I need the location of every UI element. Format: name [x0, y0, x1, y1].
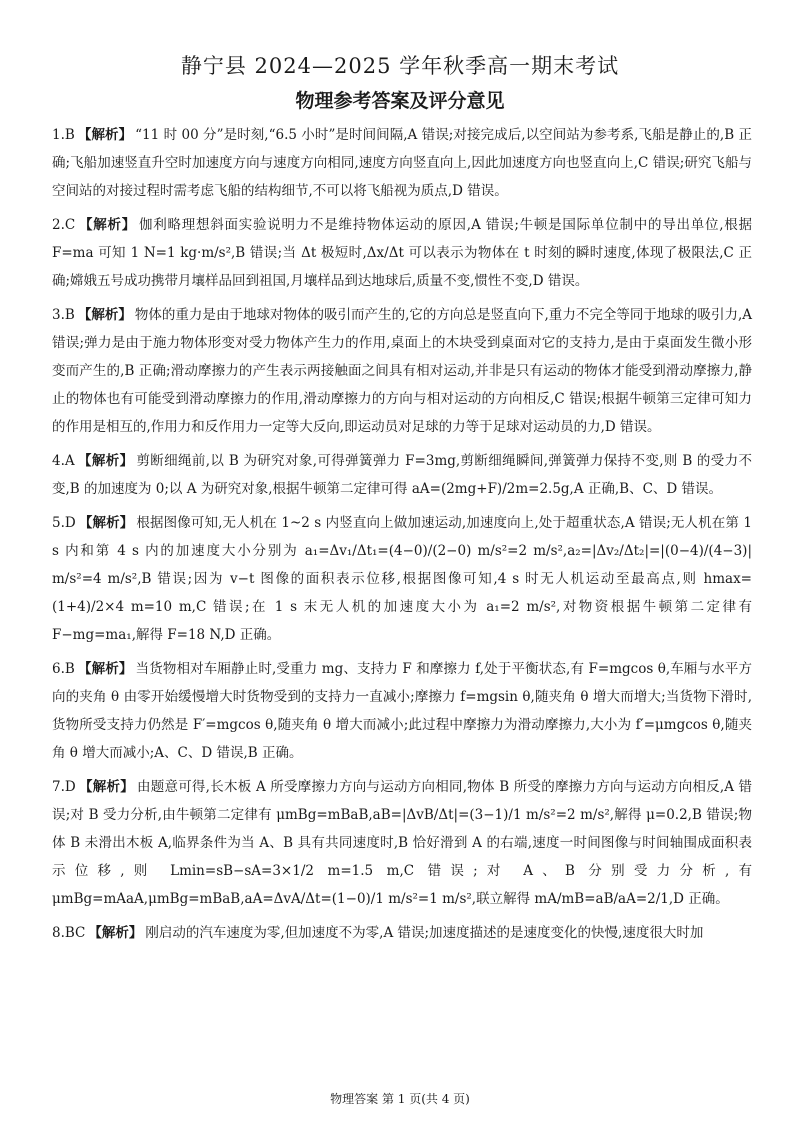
answer-number: 3.B — [52, 307, 75, 323]
answer-item-1 — [52, 121, 752, 205]
answer-text: 物体的重力是由于地球对物体的吸引而产生的,它的方向总是竖直向下,重力不完全等同于地球的吸引力,A 错误;弹力是由于施力物体形变对受力物体产生力的作用,桌面上的木块受到桌面对它的支持力,是由于桌面发生微小形变而产生的,B 正确;滑动摩擦力的产生表示两接触面之间具有相对运动,并非是只有运动的物体才能受到滑动摩擦力,静止的物体也有可能受到滑动摩擦力的作用,滑动摩擦力的方向与相对运动的方向相反,C 错误;根据牛顿第三定律可知力的作用是相互的,作用力和反作用力一定等大反向,即运动员对足球的力等于足球对运动员的力,D 错误。 — [52, 307, 753, 435]
analysis-tag: 【解析】 — [77, 127, 133, 143]
analysis-tag: 【解析】 — [77, 453, 134, 469]
answer-number: 4.A — [52, 453, 75, 469]
answer-list — [52, 121, 752, 953]
analysis-tag: 【解析】 — [78, 779, 134, 795]
page-title: 静宁县 2024—2025 学年秋季高一期末考试 — [180, 54, 620, 78]
answer-number: 2.C — [52, 217, 76, 233]
answer-text: 刚启动的汽车速度为零,但加速度不为零,A 错误;加速度描述的是速度变化的快慢,速度很大时加 — [145, 925, 704, 941]
answer-number: 1.B — [52, 127, 75, 143]
analysis-tag: 【解析】 — [78, 217, 136, 233]
answer-number: 5.D — [52, 515, 76, 531]
answer-text: 当货物相对车厢静止时,受重力 mg、支持力 F 和摩擦力 f,处于平衡状态,有 F=mgcos θ,车厢与水平方向的夹角 θ 由零开始缓慢增大时货物受到的支持力一直减小;摩擦力 f=mgsin θ,随夹角 θ 增大而增大;当货物下滑时,货物所受支持力仍然是 F′=mgcos θ,随夹角 θ 增大而减小;此过程中摩擦力为滑动摩擦力,大小为 f′=μmgcos θ,随夹角 θ 增大而减小;A、C、D 错误,B 正确。 — [52, 661, 753, 761]
analysis-tag: 【解析】 — [88, 925, 143, 941]
page-footer: 物理答案 第 1 页(共 4 页) — [330, 1092, 470, 1106]
answer-text: 由题意可得,长木板 A 所受摩擦力方向与运动方向相同,物体 B 所受的摩擦力方向与运动方向相反,A 错误;对 B 受力分析,由牛顿第二定律有 μmBg=mBaB,aB=|ΔvB/Δt|=(3−1)/1 m/s²=2 m/s²,解得 μ=0.2,B 错误;物体 B 未滑出木板 A,临界条件为当 A、B 具有共同速度时,B 恰好滑到 A 的右端,速度一时间图像与时间轴围成面积表示位移,则 Lmin=sB−sA=3×1/2 m=1.5 m,C 错误;对 A、B 分别受力分析,有 μmBg=mAaA,μmBg=mBaB,aA=ΔvA/Δt=(1−0)/1 m/s²=1 m/s²,联立解得 mA/mB=aB/aA=2/1,D 正确。 — [52, 779, 753, 907]
answer-text: 剪断细绳前,以 B 为研究对象,可得弹簧弹力 F=3mg,剪断细绳瞬间,弹簧弹力保持不变,则 B 的受力不变,B 的加速度为 0;以 A 为研究对象,根据牛顿第二定律可得 aA=(2mg+F)/2m=2.5g,A 正确,B、C、D 错误。 — [52, 453, 753, 497]
answer-item-8 — [52, 919, 752, 947]
analysis-tag: 【解析】 — [77, 661, 133, 677]
analysis-tag: 【解析】 — [77, 307, 132, 323]
answer-item-6 — [52, 655, 752, 767]
answer-item-3 — [52, 301, 752, 441]
answer-text: 根据图像可知,无人机在 1~2 s 内竖直向上做加速运动,加速度向上,处于超重状态,A 错误;无人机在第 1 s 内和第 4 s 内的加速度大小分别为 a₁=Δv₁/Δt₁=(4−0)/(2−0) m/s²=2 m/s²,a₂=|Δv₂/Δt₂|=|(0−4)/(4−3)| m/s²=4 m/s²,B 错误;因为 v−t 图像的面积表示位移,根据图像可知,4 s 时无人机运动至最高点,则 hmax=(1+4)/2×4 m=10 m,C 错误;在 1 s 末无人机的加速度大小为 a₁=2 m/s²,对物资根据牛顿第二定律有 F−mg=ma₁,解得 F=18 N,D 正确。 — [52, 515, 753, 643]
analysis-tag: 【解析】 — [78, 515, 134, 531]
answer-number: 7.D — [52, 779, 76, 795]
answer-text: 伽利略理想斜面实验说明力不是维持物体运动的原因,A 错误;牛顿是国际单位制中的导出单位,根据 F=ma 可知 1 N=1 kg·m/s²,B 错误;当 Δt 极短时,Δx/Δt 可以表示为物体在 t 时刻的瞬时速度,体现了极限法,C 正确;嫦娥五号成功携带月壤样品回到祖国,月壤样品到达地球后,质量不变,惯性不变,D 错误。 — [52, 217, 753, 289]
answer-number: 6.B — [52, 661, 75, 677]
answer-item-4 — [52, 447, 752, 503]
answer-item-7 — [52, 773, 752, 913]
answer-item-5 — [52, 509, 752, 649]
page-subtitle: 物理参考答案及评分意见 — [295, 90, 505, 112]
answer-number: 8.BC — [52, 925, 86, 941]
answer-item-2 — [52, 211, 752, 295]
answer-text: “11 时 00 分”是时刻,“6.5 小时”是时间间隔,A 错误;对接完成后,以空间站为参考系,飞船是静止的,B 正确;飞船加速竖直升空时加速度方向与速度方向相同,速度方向竖直向上,因此加速度方向也竖直向上,C 错误;研究飞船与空间站的对接过程时需考虑飞船的结构细节,不可以将飞船视为质点,D 错误。 — [52, 127, 752, 199]
